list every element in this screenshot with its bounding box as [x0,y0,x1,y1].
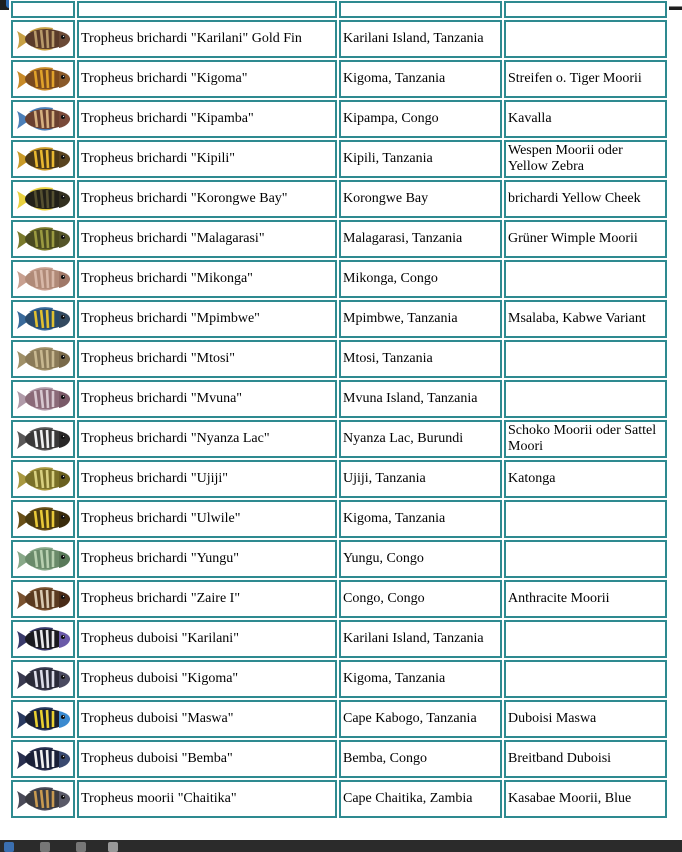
alias-cell [504,500,667,538]
fish-image-cell [11,460,75,498]
species-name-cell: Tropheus brichardi "Mtosi" [77,340,337,378]
fish-icon [13,702,73,736]
table-row [11,60,667,98]
fish-icon [13,302,73,336]
fish-icon [13,222,73,256]
windows-icon[interactable] [4,842,14,852]
fish-image-cell [11,620,75,658]
fish-image-cell [11,300,75,338]
location-cell: Congo, Congo [339,580,502,618]
alias-cell [504,540,667,578]
species-name-cell: Tropheus brichardi "Ujiji" [77,460,337,498]
table-row [11,340,667,378]
table-row [11,620,667,658]
globe-icon[interactable] [108,842,118,852]
alias-cell: Kasabae Moorii, Blue [504,780,667,818]
fish-icon [13,22,73,56]
table-row [11,500,667,538]
fish-icon [13,742,73,776]
species-name-cell: Tropheus brichardi "Yungu" [77,540,337,578]
table-row [11,460,667,498]
fish-image-cell [11,140,75,178]
fish-icon [13,542,73,576]
location-cell: Karilani Island, Tanzania [339,20,502,58]
species-name-cell: Tropheus duboisi "Karilani" [77,620,337,658]
alias-cell [504,1,667,18]
species-name-cell: Tropheus brichardi "Malagarasi" [77,220,337,258]
location-cell: Mikonga, Congo [339,260,502,298]
location-cell [339,1,502,18]
location-cell: Kigoma, Tanzania [339,60,502,98]
fish-image-cell [11,740,75,778]
location-cell: Nyanza Lac, Burundi [339,420,502,458]
fish-image-cell [11,180,75,218]
alias-cell: Duboisi Maswa [504,700,667,738]
fish-image-cell [11,100,75,138]
alias-cell [504,620,667,658]
species-name-cell: Tropheus brichardi "Kipamba" [77,100,337,138]
fish-icon [13,462,73,496]
table-row [11,300,667,338]
species-name-cell: Tropheus brichardi "Korongwe Bay" [77,180,337,218]
table-row [11,740,667,778]
alias-cell: Anthracite Moorii [504,580,667,618]
species-name-cell: Tropheus brichardi "Ulwile" [77,500,337,538]
table-row [11,540,667,578]
species-name-cell: Tropheus brichardi "Kigoma" [77,60,337,98]
table-row [11,180,667,218]
species-name-cell: Tropheus duboisi "Bemba" [77,740,337,778]
location-cell: Mvuna Island, Tanzania [339,380,502,418]
species-name-cell: Tropheus brichardi "Mvuna" [77,380,337,418]
species-table [9,0,669,820]
species-name-cell: Tropheus brichardi "Nyanza Lac" [77,420,337,458]
alias-cell: brichardi Yellow Cheek [504,180,667,218]
fish-icon [13,662,73,696]
location-cell: Cape Kabogo, Tanzania [339,700,502,738]
location-cell: Malagarasi, Tanzania [339,220,502,258]
table-row [11,100,667,138]
fish-icon [13,62,73,96]
network-icon[interactable] [76,842,86,852]
location-cell: Kigoma, Tanzania [339,660,502,698]
location-cell: Yungu, Congo [339,540,502,578]
table-row [11,260,667,298]
location-cell: Mpimbwe, Tanzania [339,300,502,338]
fish-icon [13,582,73,616]
table-row [11,1,667,18]
species-name-cell: Tropheus brichardi "Zaire I" [77,580,337,618]
fish-image-cell [11,540,75,578]
species-name-cell: Tropheus brichardi "Mikonga" [77,260,337,298]
species-table-container [9,0,669,820]
fish-image-cell [11,580,75,618]
fish-icon [13,102,73,136]
fish-image-cell [11,420,75,458]
alias-cell: Schoko Moorii oder Sattel Moori [504,420,667,458]
alias-cell: Msalaba, Kabwe Variant [504,300,667,338]
species-name-cell: Tropheus brichardi "Mpimbwe" [77,300,337,338]
species-name-cell [77,1,337,18]
alias-cell: Streifen o. Tiger Moorii [504,60,667,98]
alias-cell: Breitband Duboisi [504,740,667,778]
species-name-cell: Tropheus brichardi "Karilani" Gold Fin [77,20,337,58]
fish-image-cell [11,380,75,418]
alias-cell [504,260,667,298]
species-name-cell: Tropheus brichardi "Kipili" [77,140,337,178]
table-row [11,580,667,618]
fish-icon [13,182,73,216]
fish-image-cell [11,260,75,298]
species-name-cell: Tropheus duboisi "Kigoma" [77,660,337,698]
alias-cell [504,660,667,698]
location-cell: Kipili, Tanzania [339,140,502,178]
table-row [11,660,667,698]
fish-image-cell [11,340,75,378]
fish-image-cell [11,20,75,58]
fish-image-cell [11,780,75,818]
species-name-cell: Tropheus duboisi "Maswa" [77,700,337,738]
fish-icon [13,502,73,536]
fish-image-cell [11,220,75,258]
fish-icon [13,262,73,296]
alias-cell: Grüner Wimple Moorii [504,220,667,258]
alias-cell [504,20,667,58]
fish-icon [13,622,73,656]
fish-image-cell [11,60,75,98]
fish-image-cell [11,500,75,538]
location-cell: Mtosi, Tanzania [339,340,502,378]
table-row [11,140,667,178]
alias-cell [504,340,667,378]
status-bar [0,840,682,852]
table-row [11,420,667,458]
location-cell: Bemba, Congo [339,740,502,778]
species-name-cell: Tropheus moorii "Chaitika" [77,780,337,818]
alias-cell: Wespen Moorii oder Yellow Zebra [504,140,667,178]
location-cell: Kipampa, Congo [339,100,502,138]
alias-cell: Katonga [504,460,667,498]
table-row [11,700,667,738]
location-cell: Cape Chaitika, Zambia [339,780,502,818]
table-row [11,20,667,58]
alias-cell: Kavalla [504,100,667,138]
fish-image-cell [11,700,75,738]
fish-icon [13,422,73,456]
table-row [11,780,667,818]
fish-icon [13,382,73,416]
fish-icon [13,142,73,176]
location-cell: Karilani Island, Tanzania [339,620,502,658]
fish-image-cell [11,660,75,698]
fish-image-cell [11,1,75,18]
fish-icon [13,342,73,376]
settings-icon[interactable] [40,842,50,852]
location-cell: Ujiji, Tanzania [339,460,502,498]
location-cell: Kigoma, Tanzania [339,500,502,538]
location-cell: Korongwe Bay [339,180,502,218]
alias-cell [504,380,667,418]
table-row [11,380,667,418]
table-row [11,220,667,258]
fish-icon [13,782,73,816]
